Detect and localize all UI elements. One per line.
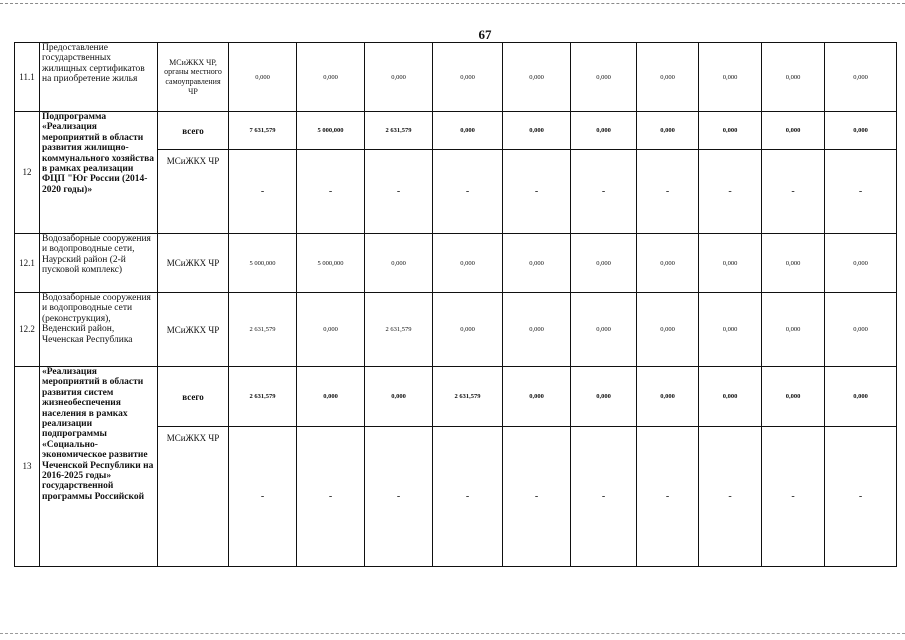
value-cell: - [637,150,699,234]
value-cell: 0,000 [433,112,503,150]
scan-edge-bottom [0,633,905,634]
executor-cell: МСиЖКХ ЧР [158,427,229,567]
table-row [15,112,897,150]
value-cell: 2 631,579 [365,112,433,150]
value-cell: 0,000 [229,43,297,112]
value-cell: 0,000 [433,234,503,293]
value-cell: - [825,150,897,234]
value-cell: - [571,150,637,234]
value-cell: - [637,427,699,567]
program-name-cell: Предоставление государственных жилищных сертификатов на приобретение жилья [40,43,158,112]
value-cell: 2 631,579 [433,367,503,427]
value-cell: - [825,427,897,567]
value-cell: 0,000 [825,234,897,293]
value-cell: - [297,150,365,234]
value-cell: - [571,427,637,567]
value-cell: 0,000 [825,43,897,112]
value-cell: 0,000 [699,43,762,112]
value-cell: 0,000 [825,293,897,367]
row-number-cell: 11.1 [15,43,40,112]
table-body [15,43,897,567]
value-cell: - [433,150,503,234]
value-cell: - [229,150,297,234]
executor-cell: МСиЖКХ ЧР, органы местного самоуправления ЧР [158,43,229,112]
program-name-cell: «Реализация мероприятий в области развития систем жизнеобеспечения населения в рамках реализации подпрограммы «Социально-экономическое развитие Чеченской Республики на 2016-2025 годы» государственной программы Российской [40,367,158,567]
row-number-cell: 12.1 [15,234,40,293]
table-row [15,234,897,293]
table-row [15,367,897,427]
value-cell: 0,000 [503,367,571,427]
executor-cell: МСиЖКХ ЧР [158,150,229,234]
value-cell: - [762,150,825,234]
value-cell: 0,000 [365,367,433,427]
value-cell: 0,000 [762,43,825,112]
value-cell: 0,000 [297,367,365,427]
executor-cell: всего [158,112,229,150]
value-cell: - [503,150,571,234]
value-cell: 2 631,579 [365,293,433,367]
value-cell: 0,000 [637,367,699,427]
program-name-cell: Подпрограмма «Реализация мероприятий в области развития жилищно-коммунального хозяйства в рамках реализации ФЦП "Юг России (2014-2020 годы)» [40,112,158,234]
row-number-cell: 12 [15,112,40,234]
page-number: 67 [478,27,492,42]
row-number-cell: 13 [15,367,40,567]
value-cell: - [433,427,503,567]
value-cell: 5 000,000 [297,234,365,293]
value-cell: 0,000 [762,293,825,367]
value-cell: - [699,427,762,567]
value-cell: 0,000 [297,293,365,367]
value-cell: 0,000 [503,43,571,112]
value-cell: 2 631,579 [229,293,297,367]
value-cell: 0,000 [571,112,637,150]
value-cell: 0,000 [503,112,571,150]
value-cell: 2 631,579 [229,367,297,427]
value-cell: - [365,150,433,234]
value-cell: 0,000 [571,234,637,293]
value-cell: - [365,427,433,567]
value-cell: 7 631,579 [229,112,297,150]
value-cell: - [297,427,365,567]
value-cell: 0,000 [571,43,637,112]
value-cell: - [229,427,297,567]
row-number-cell: 12.2 [15,293,40,367]
program-name-cell: Водозаборные сооружения и водопроводные сети (реконструкция), Веденский район, Чеченская Республика [40,293,158,367]
value-cell: 0,000 [433,43,503,112]
value-cell: 0,000 [433,293,503,367]
table-row [15,293,897,367]
value-cell: 0,000 [699,293,762,367]
value-cell: 5 000,000 [297,112,365,150]
value-cell: 0,000 [637,234,699,293]
value-cell: 0,000 [699,367,762,427]
value-cell: 0,000 [637,293,699,367]
value-cell: 0,000 [762,367,825,427]
value-cell: 0,000 [365,43,433,112]
value-cell: 0,000 [825,367,897,427]
value-cell: 0,000 [762,112,825,150]
table-row [15,43,897,112]
executor-cell: МСиЖКХ ЧР [158,293,229,367]
value-cell: 0,000 [699,112,762,150]
value-cell: 0,000 [762,234,825,293]
value-cell: 0,000 [637,112,699,150]
value-cell: - [699,150,762,234]
budget-table [14,42,897,567]
executor-cell: всего [158,367,229,427]
value-cell: 0,000 [503,234,571,293]
scan-edge-top [0,3,905,4]
value-cell: 0,000 [825,112,897,150]
value-cell: 0,000 [571,367,637,427]
value-cell: 5 000,000 [229,234,297,293]
value-cell: 0,000 [699,234,762,293]
value-cell: 0,000 [503,293,571,367]
program-name-cell: Водозаборные сооружения и водопроводные сети, Наурский район (2-й пусковой комплекс) [40,234,158,293]
value-cell: 0,000 [637,43,699,112]
executor-cell: МСиЖКХ ЧР [158,234,229,293]
value-cell: 0,000 [365,234,433,293]
value-cell: 0,000 [571,293,637,367]
value-cell: - [762,427,825,567]
value-cell: 0,000 [297,43,365,112]
value-cell: - [503,427,571,567]
